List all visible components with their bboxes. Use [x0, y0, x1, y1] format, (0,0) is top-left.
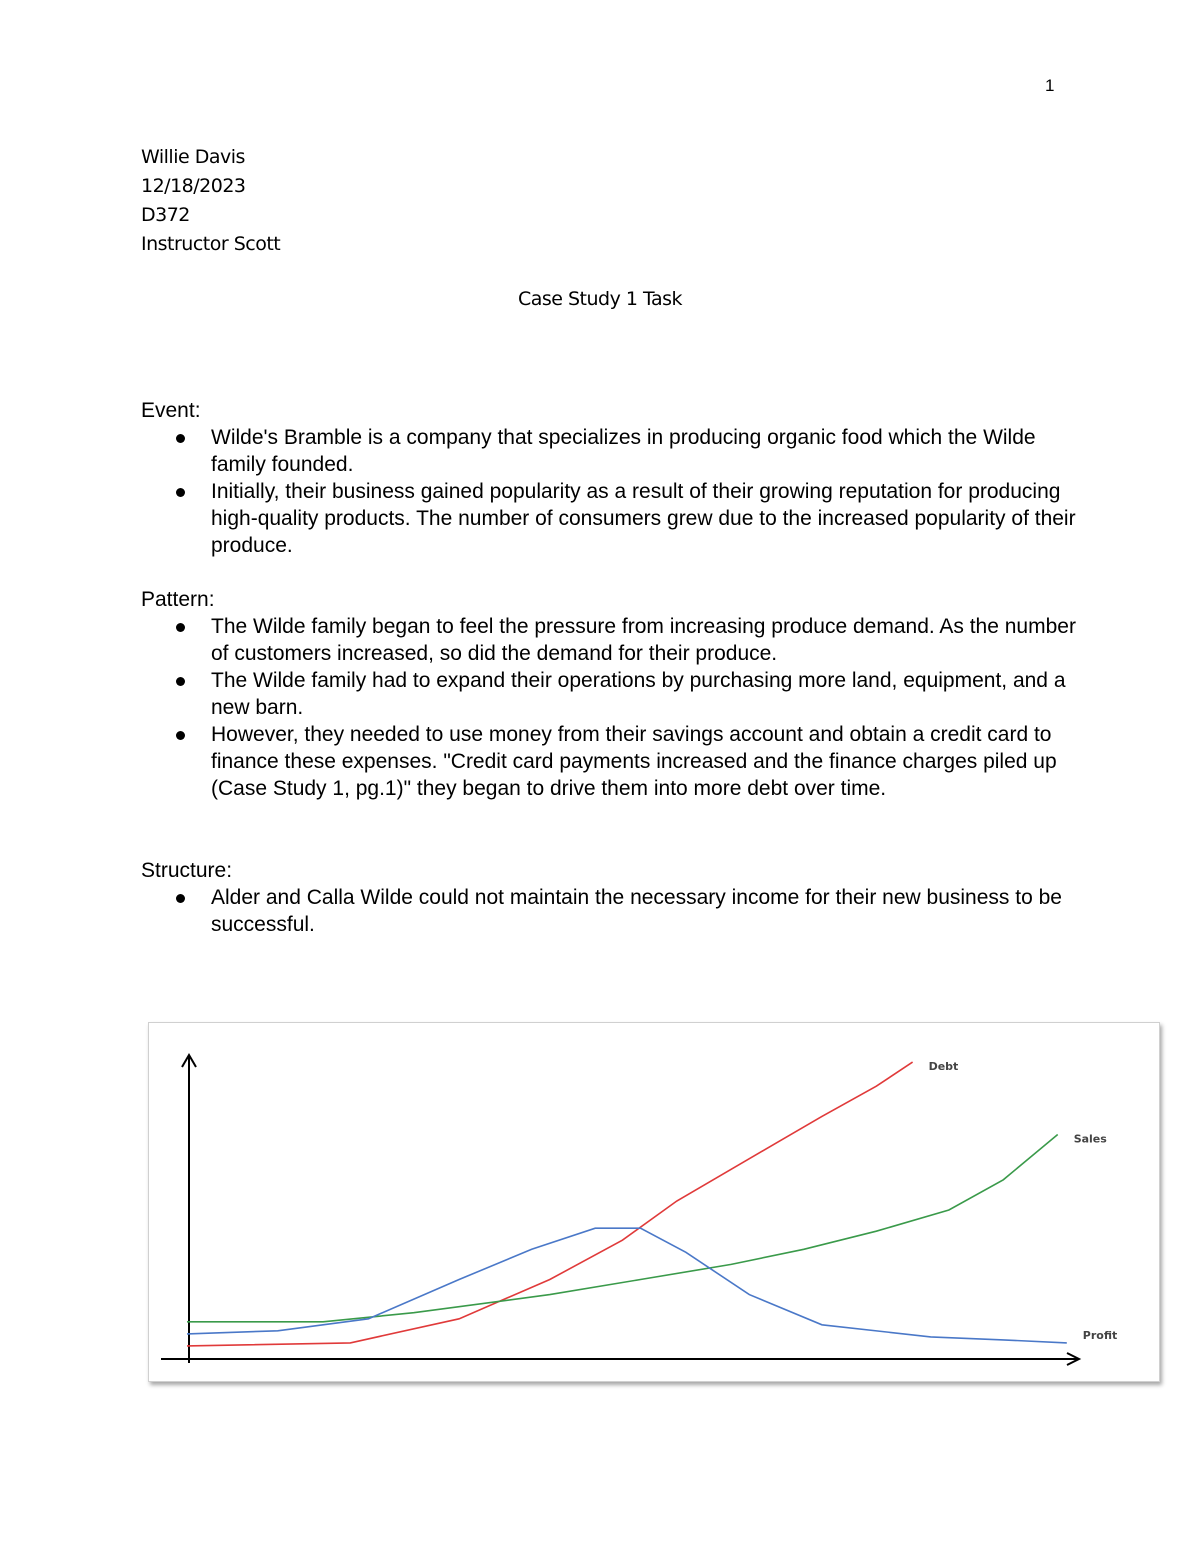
pattern-heading: Pattern:	[141, 588, 215, 611]
course-code: D372	[141, 204, 190, 226]
document-title: Case Study 1 Task	[517, 288, 683, 310]
bullet-icon	[176, 434, 185, 443]
structure-section	[141, 857, 1081, 938]
bullet-icon	[176, 623, 185, 632]
series-line-debt	[187, 1062, 913, 1346]
structure-heading: Structure:	[141, 859, 233, 882]
bullet-icon	[176, 894, 185, 903]
event-bullet-list	[141, 424, 1081, 559]
series-layer	[187, 1060, 1117, 1346]
list-item	[141, 478, 1081, 559]
line-chart	[149, 1023, 1159, 1381]
bullet-text: Wilde's Bramble is a company that specializes in producing organic food which the Wilde family founded.	[211, 426, 1036, 476]
bullet-icon	[176, 677, 185, 686]
series-line-profit	[187, 1228, 1067, 1343]
event-section	[141, 397, 1081, 559]
bullet-icon	[176, 488, 185, 497]
bullet-text: Initially, their business gained popularity as a result of their growing reputation for producing high-quality products. The number of consumers grew due to the increased popularity of their produce.	[211, 480, 1076, 557]
bullet-text: The Wilde family had to expand their operations by purchasing more land, equipment, and a new barn.	[211, 669, 1066, 719]
bullet-text: However, they needed to use money from their savings account and obtain a credit card to finance these expenses. "Credit card payments increased and the finance charges piled up (Case Study 1, pg.1)" they began to drive them into more debt over time.	[211, 723, 1057, 800]
bullet-text: The Wilde family began to feel the pressure from increasing produce demand. As the number of customers increased, so did the demand for their produce.	[211, 615, 1076, 665]
list-item	[141, 613, 1081, 667]
list-item	[141, 667, 1081, 721]
list-item	[141, 884, 1081, 938]
bullet-text: Alder and Calla Wilde could not maintain the necessary income for their new business to be successful.	[211, 886, 1062, 936]
page-number: 1	[1045, 76, 1055, 95]
pattern-section	[141, 586, 1081, 802]
series-label-profit: Profit	[1082, 1328, 1118, 1342]
series-label-debt: Debt	[928, 1060, 959, 1074]
list-item	[141, 721, 1081, 802]
list-item	[141, 424, 1081, 478]
header-block	[141, 143, 280, 259]
pattern-bullet-list	[141, 613, 1081, 802]
instructor-name: Instructor Scott	[141, 233, 281, 255]
bullet-icon	[176, 731, 185, 740]
author-name: Willie Davis	[141, 146, 245, 168]
event-heading: Event:	[141, 399, 201, 422]
chart-image	[148, 1022, 1160, 1382]
series-label-sales: Sales	[1073, 1132, 1107, 1146]
date: 12/18/2023	[141, 175, 246, 197]
structure-bullet-list	[141, 884, 1081, 938]
